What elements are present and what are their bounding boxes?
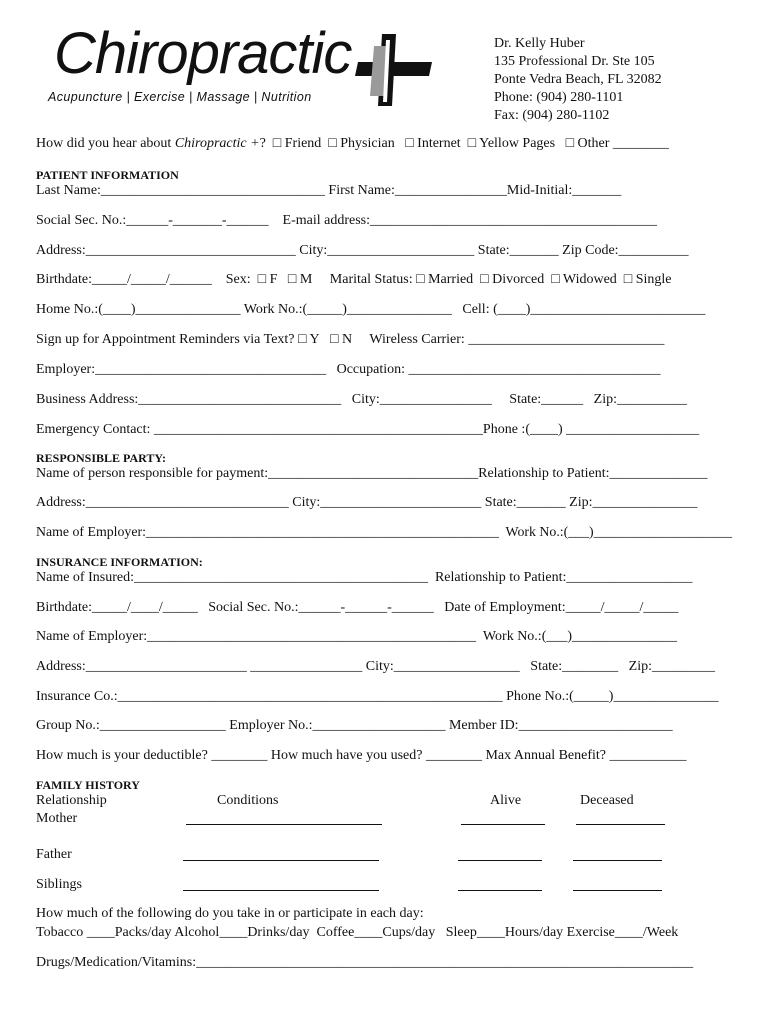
insurance-company-row[interactable]: Insurance Co.:_______________________________________________________ Phone No.:(_____)_______________ [36, 689, 719, 704]
business-address-row[interactable]: Business Address:_____________________________ City:________________ State:______ Zip:__________ [36, 392, 688, 407]
insured-birthdate-row[interactable]: Birthdate:_____/____/_____ Social Sec. No.:______-______-______ Date of Employment:_____/_____/_____ [36, 600, 679, 615]
doctor-city: Ponte Vedra Beach, FL 32082 [494, 72, 662, 87]
mother-conditions-field[interactable] [186, 824, 382, 825]
group-member-row[interactable]: Group No.:__________________ Employer No.:___________________ Member ID:______________________ [36, 718, 673, 733]
insurance-info-heading: INSURANCE INFORMATION: [36, 555, 203, 569]
patient-info-heading: PATIENT INFORMATION [36, 168, 179, 182]
emergency-contact-row[interactable]: Emergency Contact: _______________________________________________Phone :(____) ___________________ [36, 422, 700, 437]
birthdate-sex-marital-row[interactable]: Birthdate:_____/_____/______ Sex: □ F □ M Marital Status: □ Married □ Divorced □ Widowed □ Single [36, 272, 672, 287]
family-col-relationship: Relationship [36, 793, 107, 808]
father-conditions-field[interactable] [183, 860, 379, 861]
responsible-employer-row[interactable]: Name of Employer:___________________________________________________ Work No.:(___)____________________ [36, 525, 733, 540]
family-col-deceased: Deceased [580, 793, 634, 808]
mother-alive-field[interactable] [461, 824, 545, 825]
patient-address-row[interactable]: Address:______________________________ City:_____________________ State:_______ Zip Code:__________ [36, 243, 689, 258]
logo-wordmark: Chiropractic [54, 21, 352, 86]
family-history-heading: FAMILY HISTORY [36, 778, 140, 792]
logo-tagline: Acupuncture | Exercise | Massage | Nutrition [48, 90, 312, 104]
family-col-conditions: Conditions [217, 793, 279, 808]
family-row-father: Father [36, 847, 72, 862]
father-deceased-field[interactable] [573, 860, 662, 861]
family-col-alive: Alive [490, 793, 522, 808]
insured-address-row[interactable]: Address:_______________________ ________________ City:__________________ State:________ Zip:_________ [36, 659, 715, 674]
responsible-address-row[interactable]: Address:_____________________________ City:_______________________ State:_______ Zip:_______________ [36, 495, 698, 510]
daily-habits-row[interactable]: Tobacco ____Packs/day Alcohol____Drinks/day Coffee____Cups/day Sleep____Hours/day Exercise____/Week [36, 925, 679, 940]
doctor-street: 135 Professional Dr. Ste 105 [494, 54, 655, 69]
mother-deceased-field[interactable] [576, 824, 665, 825]
ssn-email-row[interactable]: Social Sec. No.:______-_______-______ E-mail address:_________________________________________ [36, 213, 658, 228]
family-row-mother: Mother [36, 811, 78, 826]
family-row-siblings: Siblings [36, 877, 82, 892]
siblings-conditions-field[interactable] [183, 890, 379, 891]
daily-habits-question: How much of the following do you take in or participate in each day: [36, 906, 424, 921]
drugs-medication-row[interactable]: Drugs/Medication/Vitamins:_______________________________________________________________________ [36, 955, 694, 970]
father-alive-field[interactable] [458, 860, 542, 861]
logo-cross-icon [352, 32, 436, 108]
employer-occupation-row[interactable]: Employer:_________________________________ Occupation: ____________________________________ [36, 362, 661, 377]
doctor-name: Dr. Kelly Huber [494, 36, 585, 51]
doctor-fax: Fax: (904) 280-1102 [494, 108, 610, 123]
phone-numbers-row[interactable]: Home No.:(____)_______________ Work No.:(_____)_______________ Cell: (____)_________________________ [36, 302, 706, 317]
siblings-alive-field[interactable] [458, 890, 542, 891]
siblings-deceased-field[interactable] [573, 890, 662, 891]
responsible-name-row[interactable]: Name of person responsible for payment:______________________________Relationship to Patient:______________ [36, 466, 708, 481]
insured-employer-row[interactable]: Name of Employer:_______________________________________________ Work No.:(___)_______________ [36, 629, 678, 644]
deductible-row[interactable]: How much is your deductible? ________ How much have you used? ________ Max Annual Benefit? ___________ [36, 748, 687, 763]
doctor-phone: Phone: (904) 280-1101 [494, 90, 624, 105]
responsible-party-heading: RESPONSIBLE PARTY: [36, 451, 166, 465]
insured-name-row[interactable]: Name of Insured:__________________________________________ Relationship to Patient:__________________ [36, 570, 693, 585]
referral-source-row[interactable]: How did you hear about Chiropractic +? □ Friend □ Physician □ Internet □ Yellow Pages □ Other ________ [36, 136, 669, 151]
patient-name-row[interactable]: Last Name:________________________________ First Name:________________Mid-Initial:_______ [36, 183, 622, 198]
text-reminder-row[interactable]: Sign up for Appointment Reminders via Text? □ Y □ N Wireless Carrier: ____________________________ [36, 332, 665, 347]
